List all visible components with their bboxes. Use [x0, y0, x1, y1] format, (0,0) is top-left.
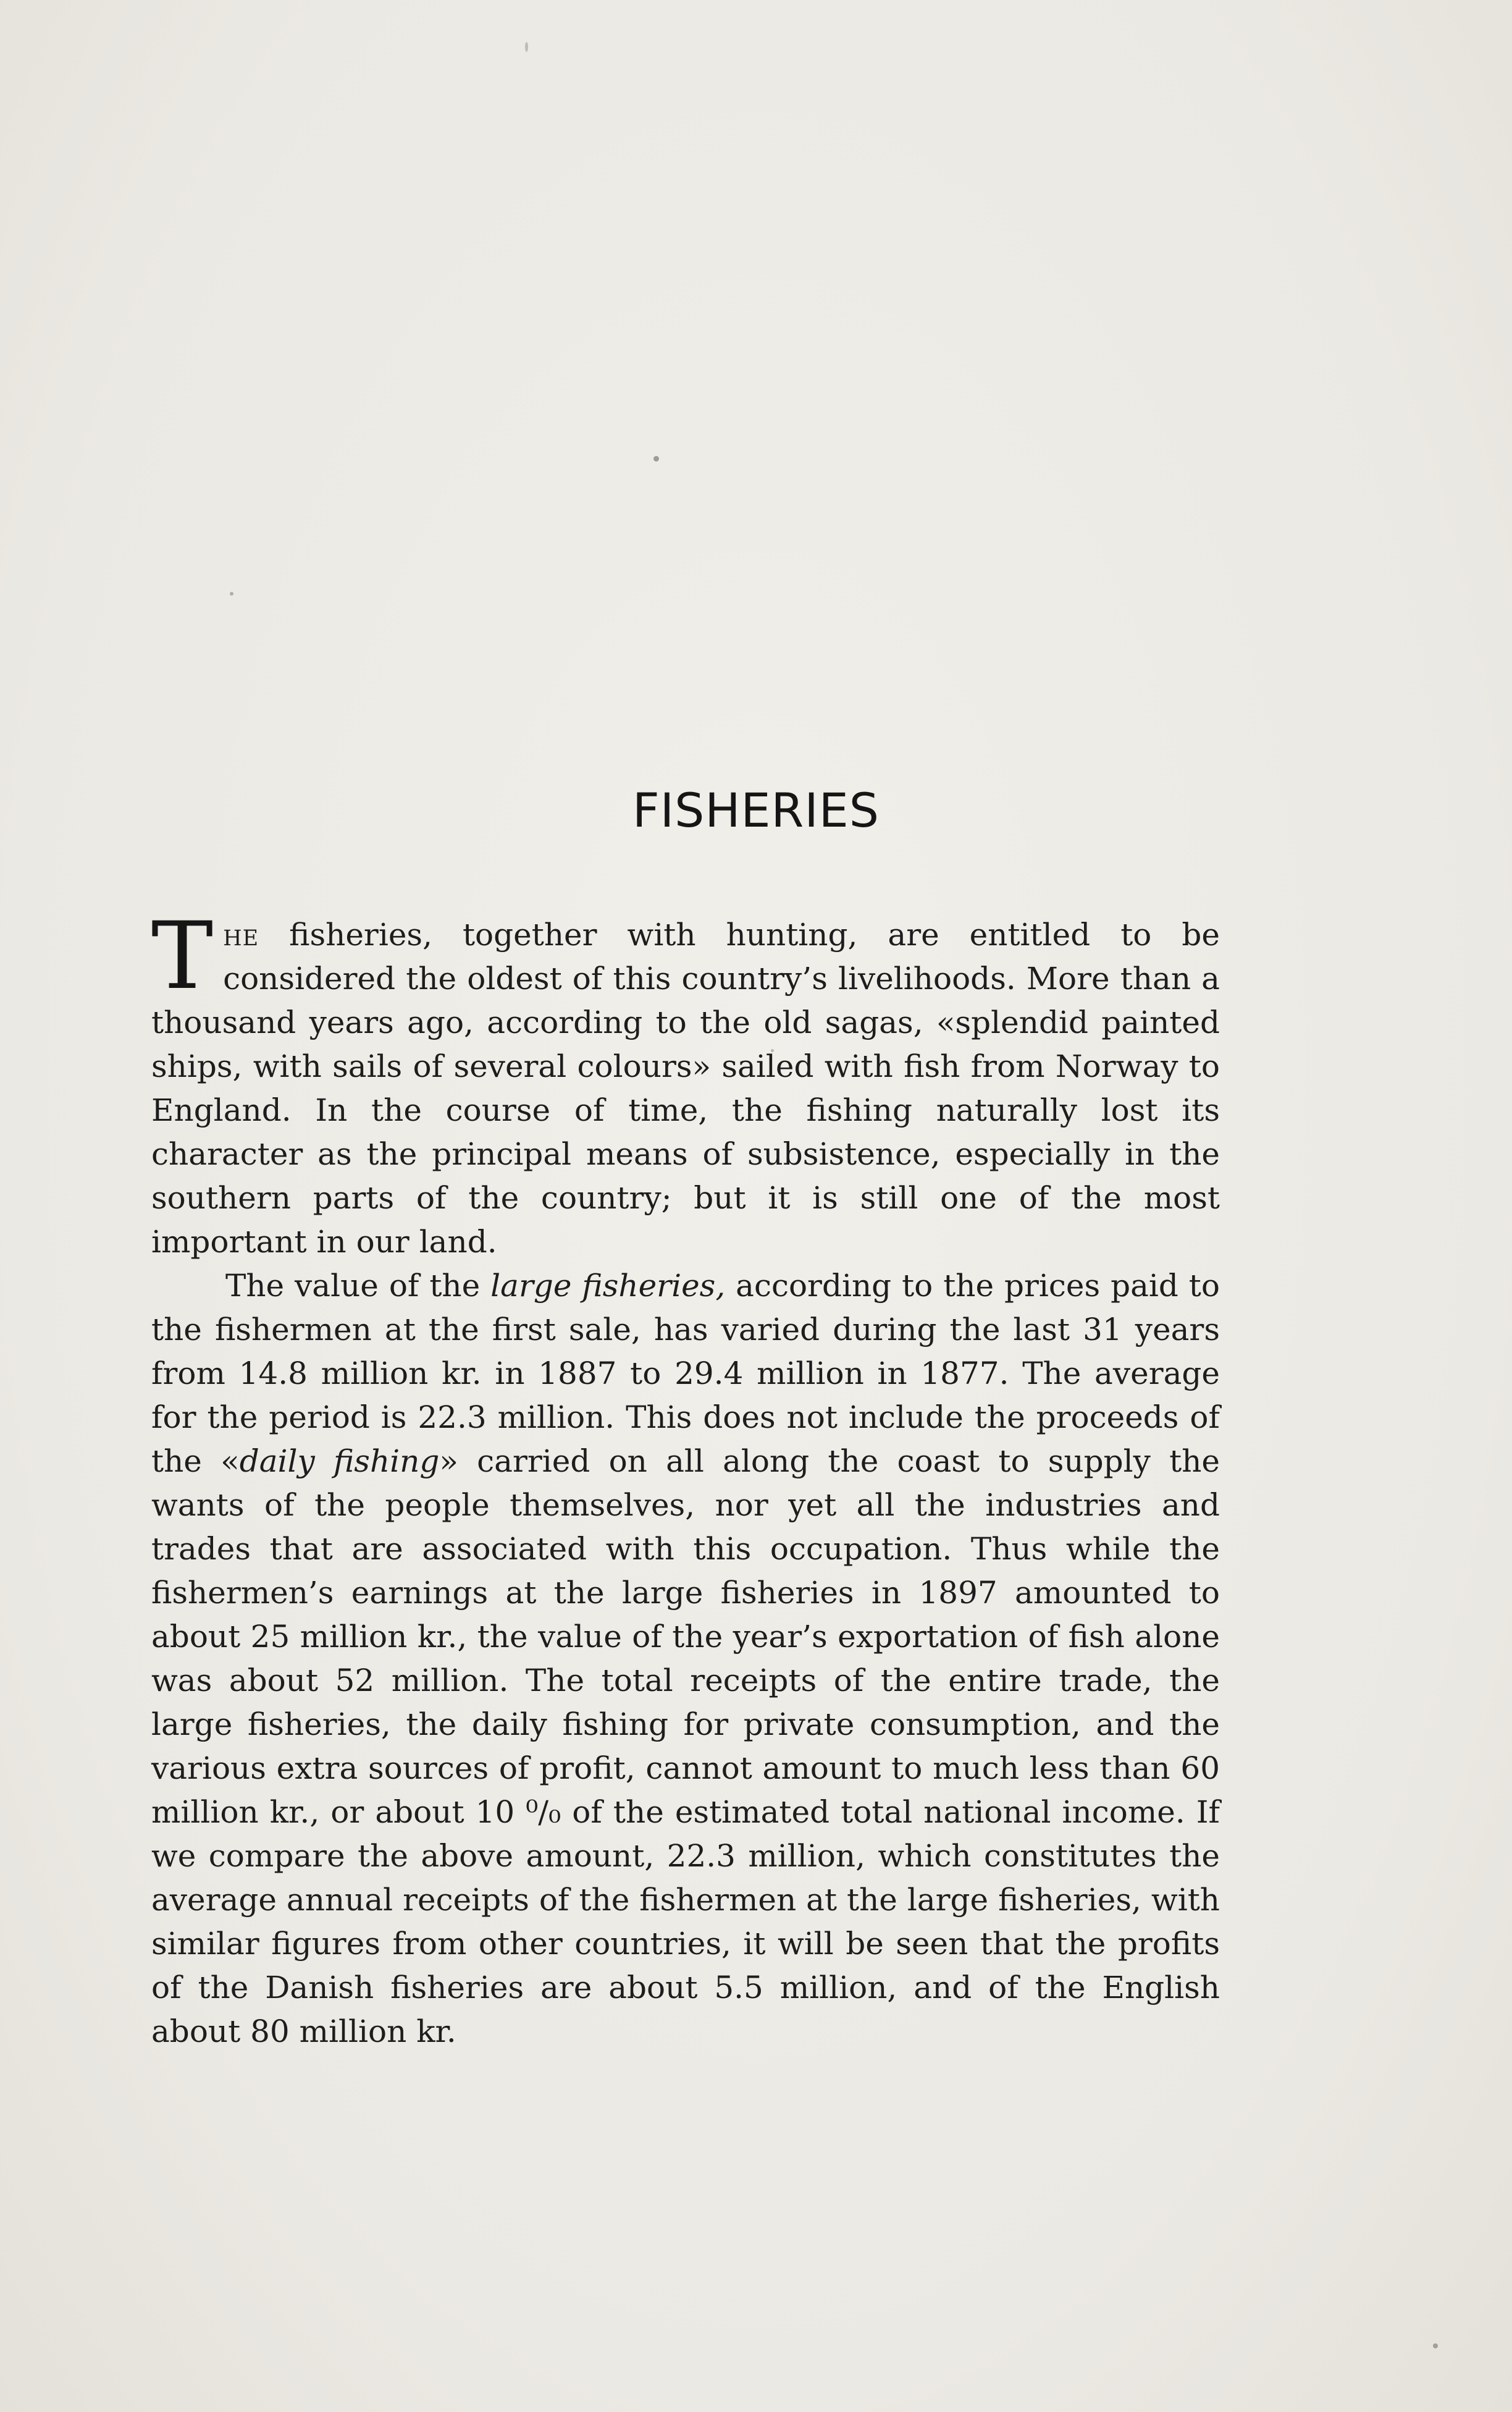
paragraph-2-text-d: of the estimated total national income. If we compare the above amount, 22.3 million, which constitutes the average annual receipts of the fishermen at the large fisheries, with similar figures from other countries, it will be seen that the profits of the Danish fisheries are about 5.5 million, and of the English about 80 million kr. [151, 1794, 1220, 2049]
small-caps-lead: he [223, 917, 259, 953]
body-text [151, 903, 1220, 2054]
italic-large-fisheries: large fisheries, [490, 1268, 726, 1304]
paper-speck [525, 42, 528, 52]
percent-sign: ⁰/₀ [526, 1794, 561, 1830]
paper-speck [653, 456, 659, 462]
paragraph-2-text-c: » carried on all along the coast to supply the wants of the people themselves, nor yet all the industries and trades that are associated with this occupation. Thus while the fishermen’s earnings at the large fisheries in 1897 amounted to about 25 million kr., the value of the year’s exportation of fish alone was about 52 million. The total receipts of the entire trade, the large fisheries, the daily fishing for private consumption, and the various extra sources of profit, cannot amount to much less than 60 million kr., or about 10 [151, 1443, 1220, 1830]
italic-daily-fishing: daily fishing [239, 1443, 440, 1479]
paragraph-2-text-a: The value of the [225, 1268, 491, 1304]
paragraph-2-text-b: according to the prices paid to the fishermen at the first sale, has varied during the last 31 years from 14.8 million kr. in 1887 to 29.4 million in 1877. The average for the period is 22.3 million. This does not include the proceeds of the « [151, 1268, 1220, 1479]
paragraph-1 [151, 903, 1220, 1264]
paragraph-2 [151, 1264, 1220, 2054]
paragraph-1-text: fisheries, together with hunting, are entitled to be considered the oldest of this country’s livelihoods. More than a thousand years ago, according to the old sagas, «splendid painted ships, with sails of several colours» sailed with fish from Norway to England. In the course of time, the fishing naturally lost its character as the principal means of subsistence, especially in the southern parts of the country; but it is still one of the most important in our land. [151, 917, 1220, 1260]
paper-speck [1433, 2343, 1438, 2348]
chapter-title: FISHERIES [632, 783, 880, 838]
drop-cap: T [151, 903, 214, 1010]
paper-speck [230, 592, 233, 596]
